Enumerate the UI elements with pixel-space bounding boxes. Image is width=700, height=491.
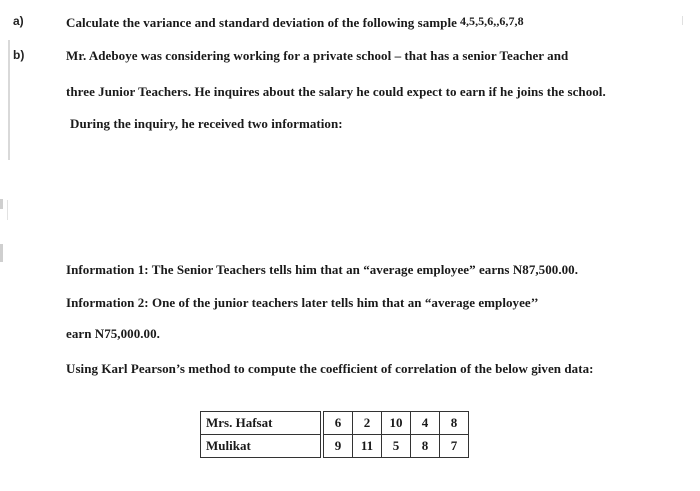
question-b-line-1: Mr. Adeboye was considering working for a private school – that has a senior Teacher and <box>66 48 569 63</box>
table-row <box>201 412 469 435</box>
scan-artifact <box>682 16 683 25</box>
question-b-line-3: During the inquiry, he received two information: <box>70 116 343 131</box>
question-b-label: b) <box>13 48 25 62</box>
page-margin-mark <box>7 200 8 220</box>
information-1: Information 1: The Senior Teachers tells him that an “average employee” earns N87,500.00. <box>66 262 579 277</box>
sample-values: 4,5,5,6,,6,7,8 <box>459 14 524 28</box>
table-cell: 8 <box>440 412 469 435</box>
question-a-label: a) <box>13 14 24 28</box>
table-cell: 9 <box>324 435 353 458</box>
row-name: Mrs. Hafsat <box>201 412 321 435</box>
information-2-continued: earn N75,000.00. <box>66 326 160 341</box>
row-name: Mulikat <box>201 435 321 458</box>
question-a-prompt: Calculate the variance and standard deviation of the following sample <box>66 15 457 30</box>
table-cell: 7 <box>440 435 469 458</box>
question-b-line-2: three Junior Teachers. He inquires about the salary he could expect to earn if he joins the school. <box>66 84 606 99</box>
table-cell: 11 <box>353 435 382 458</box>
correlation-data-table <box>200 411 469 458</box>
table-cell: 2 <box>353 412 382 435</box>
pearson-instruction: Using Karl Pearson’s method to compute the coefficient of correlation of the below given data: <box>66 361 594 376</box>
information-2: Information 2: One of the junior teachers later tells him that an “average employee’’ <box>66 295 539 310</box>
table-cell: 5 <box>382 435 411 458</box>
table-cell: 8 <box>411 435 440 458</box>
page-edge-mark <box>0 244 3 262</box>
table-row <box>201 435 469 458</box>
table-cell: 10 <box>382 412 411 435</box>
page-edge-mark <box>0 199 3 209</box>
question-a-text <box>66 14 524 31</box>
table-cell: 6 <box>324 412 353 435</box>
page-margin-line <box>8 40 10 160</box>
table-cell: 4 <box>411 412 440 435</box>
